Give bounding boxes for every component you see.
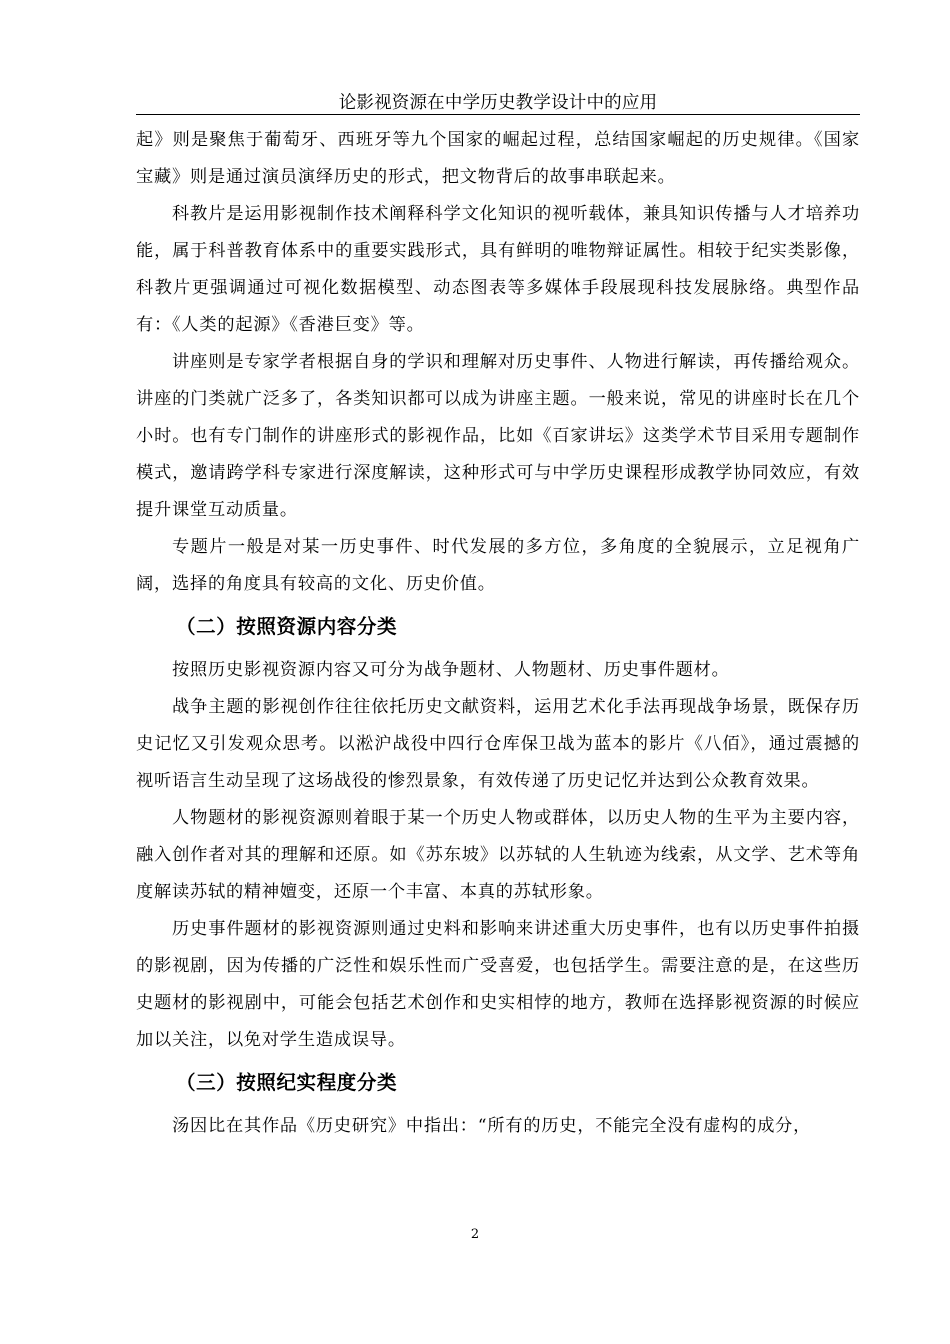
- paragraph: 讲座则是专家学者根据自身的学识和理解对历史事件、人物进行解读，再传播给观众。讲座的门类就广泛多了，各类知识都可以成为讲座主题。一般来说，常见的讲座时长在几个小时。也有专门制作的讲座形式的影视作品，比如《百家讲坛》这类学术节目采用专题制作模式，邀请跨学科专家进行深度解读，这种形式可与中学历史课程形成教学协同效应，有效提升课堂互动质量。: [136, 352, 860, 520]
- section-heading: （三）按照纪实程度分类: [176, 1071, 398, 1094]
- section-heading: （二）按照资源内容分类: [176, 615, 398, 638]
- paragraph: 汤因比在其作品《历史研究》中指出：“所有的历史，不能完全没有虚构的成分，: [172, 1116, 812, 1136]
- paragraph: 起》则是聚焦于葡萄牙、西班牙等九个国家的崛起过程，总结国家崛起的历史规律。《国家宝藏》则是通过演员演绎历史的形式，把文物背后的故事串联起来。: [136, 130, 860, 187]
- paragraph: 人物题材的影视资源则着眼于某一个历史人物或群体，以历史人物的生平为主要内容，融入创作者对其的理解和还原。如《苏东坡》以苏轼的人生轨迹为线索，从文学、艺术等角度解读苏轼的精神嬗变，还原一个丰富、本真的苏轼形象。: [136, 808, 860, 902]
- paragraph: 历史事件题材的影视资源则通过史料和影响来讲述重大历史事件，也有以历史事件拍摄的影视剧，因为传播的广泛性和娱乐性而广受喜爱，也包括学生。需要注意的是，在这些历史题材的影视剧中，可能会包括艺术创作和史实相悖的地方，教师在选择影视资源的时候应加以关注，以免对学生造成误导。: [136, 919, 860, 1050]
- paragraph: 专题片一般是对某一历史事件、时代发展的多方位，多角度的全貌展示，立足视角广阔，选择的角度具有较高的文化、历史价值。: [136, 537, 860, 594]
- body-text: [136, 122, 860, 1145]
- paragraph: 战争主题的影视创作往往依托历史文献资料，运用艺术化手法再现战争场景，既保存历史记忆又引发观众思考。以淞沪战役中四行仓库保卫战为蓝本的影片《八佰》，通过震撼的视听语言生动呈现了这场战役的惨烈景象，有效传递了历史记忆并达到公众教育效果。: [136, 697, 860, 791]
- running-header: 论影视资源在中学历史教学设计中的应用: [338, 93, 658, 113]
- paragraph: 科教片是运用影视制作技术阐释科学文化知识的视听载体，兼具知识传播与人才培养功能，属于科普教育体系中的重要实践形式，具有鲜明的唯物辩证属性。相较于纪实类影像，科教片更强调通过可视化数据模型、动态图表等多媒体手段展现科技发展脉络。典型作品有：《人类的起源》《香港巨变》等。: [136, 204, 860, 335]
- page-number: 2: [470, 1227, 480, 1242]
- paragraph: 按照历史影视资源内容又可分为战争题材、人物题材、历史事件题材。: [172, 660, 730, 680]
- header-rule: [136, 114, 860, 115]
